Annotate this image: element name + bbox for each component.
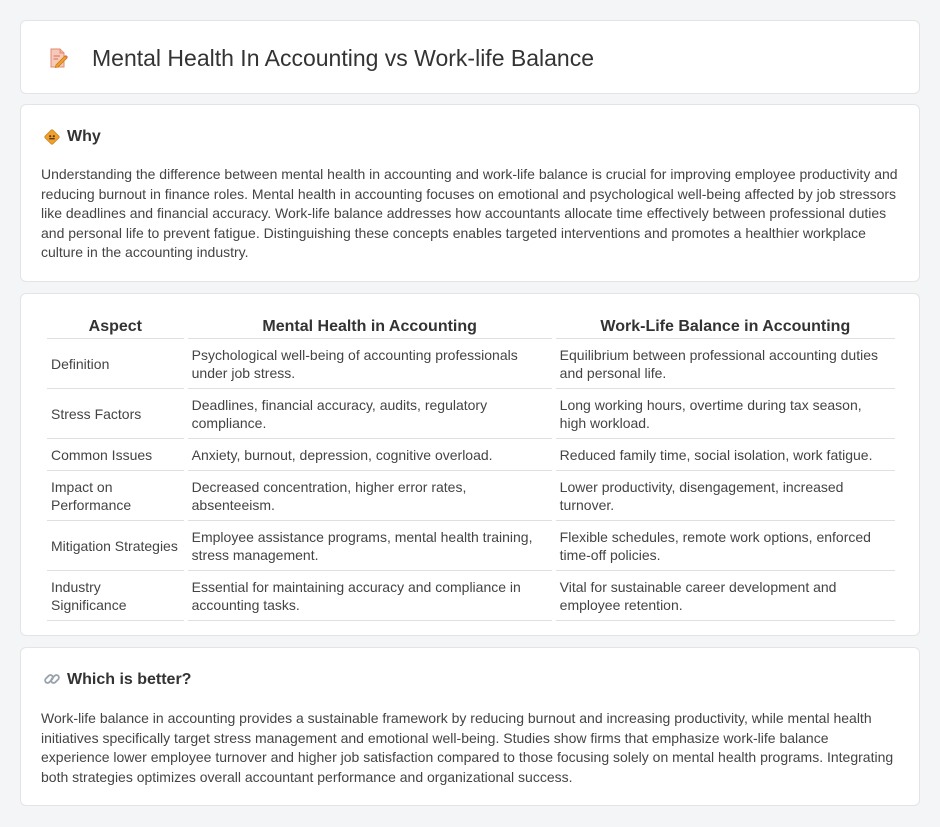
aspect-cell: Stress Factors [47, 389, 184, 439]
link-icon [43, 670, 61, 688]
table-header-row [47, 318, 895, 339]
mental-health-cell: Deadlines, financial accuracy, audits, regulatory compliance. [188, 389, 552, 439]
table-row [47, 439, 895, 471]
title-card [20, 20, 920, 94]
document-pencil-icon [47, 47, 69, 69]
work-life-balance-cell: Reduced family time, social isolation, work fatigue. [556, 439, 895, 471]
comparison-table [43, 318, 899, 621]
aspect-cell: Impact on Performance [47, 471, 184, 521]
table-row [47, 571, 895, 621]
mental-health-cell: Employee assistance programs, mental health training, stress management. [188, 521, 552, 571]
which-is-better-heading: Which is better? [67, 671, 192, 688]
aspect-cell: Definition [47, 339, 184, 389]
work-life-balance-cell: Long working hours, overtime during tax season, high workload. [556, 389, 895, 439]
page-title: Mental Health In Accounting vs Work-life Balance [92, 45, 594, 71]
diamond-sign-icon [43, 128, 61, 146]
work-life-balance-cell: Vital for sustainable career development and employee retention. [556, 571, 895, 621]
comparison-section [20, 293, 920, 636]
table-row [47, 389, 895, 439]
work-life-balance-cell: Equilibrium between professional accounting duties and personal life. [556, 339, 895, 389]
which-is-better-text: Work-life balance in accounting provides a sustainable framework by reducing burnout and increasing productivity, while mental health initiatives specifically target stress management and emotional well-being. Studies show firms that emphasize work-life balance experience lower employee turnover and higher job satisfaction compared to those focusing solely on mental health programs. Integrating both strategies optimizes overall accountant performance and organizational success. [41, 710, 894, 785]
why-heading: Why [67, 128, 101, 145]
mental-health-cell: Anxiety, burnout, depression, cognitive overload. [188, 439, 552, 471]
table-row [47, 521, 895, 571]
aspect-cell: Industry Significance [47, 571, 184, 621]
mental-health-cell: Essential for maintaining accuracy and compliance in accounting tasks. [188, 571, 552, 621]
header-mental-health: Mental Health in Accounting [188, 318, 552, 339]
why-text: Understanding the difference between mental health in accounting and work-life balance is crucial for improving employee productivity and reducing burnout in finance roles. Mental health in accounting focuses on emotional and psychological well-being affected by job stressors like deadlines and financial accuracy. Work-life balance addresses how accountants allocate time effectively between professional duties and personal life to prevent fatigue. Distinguishing these concepts enables targeted interventions and promotes a healthier workplace culture in the accounting industry. [41, 166, 898, 260]
mental-health-cell: Decreased concentration, higher error rates, absenteeism. [188, 471, 552, 521]
work-life-balance-cell: Lower productivity, disengagement, increased turnover. [556, 471, 895, 521]
table-row [47, 339, 895, 389]
header-aspect: Aspect [47, 318, 184, 339]
work-life-balance-cell: Flexible schedules, remote work options, enforced time-off policies. [556, 521, 895, 571]
table-row [47, 471, 895, 521]
aspect-cell: Common Issues [47, 439, 184, 471]
mental-health-cell: Psychological well-being of accounting professionals under job stress. [188, 339, 552, 389]
why-section [20, 104, 920, 282]
header-work-life-balance: Work-Life Balance in Accounting [556, 318, 895, 339]
which-is-better-section [20, 647, 920, 806]
aspect-cell: Mitigation Strategies [47, 521, 184, 571]
